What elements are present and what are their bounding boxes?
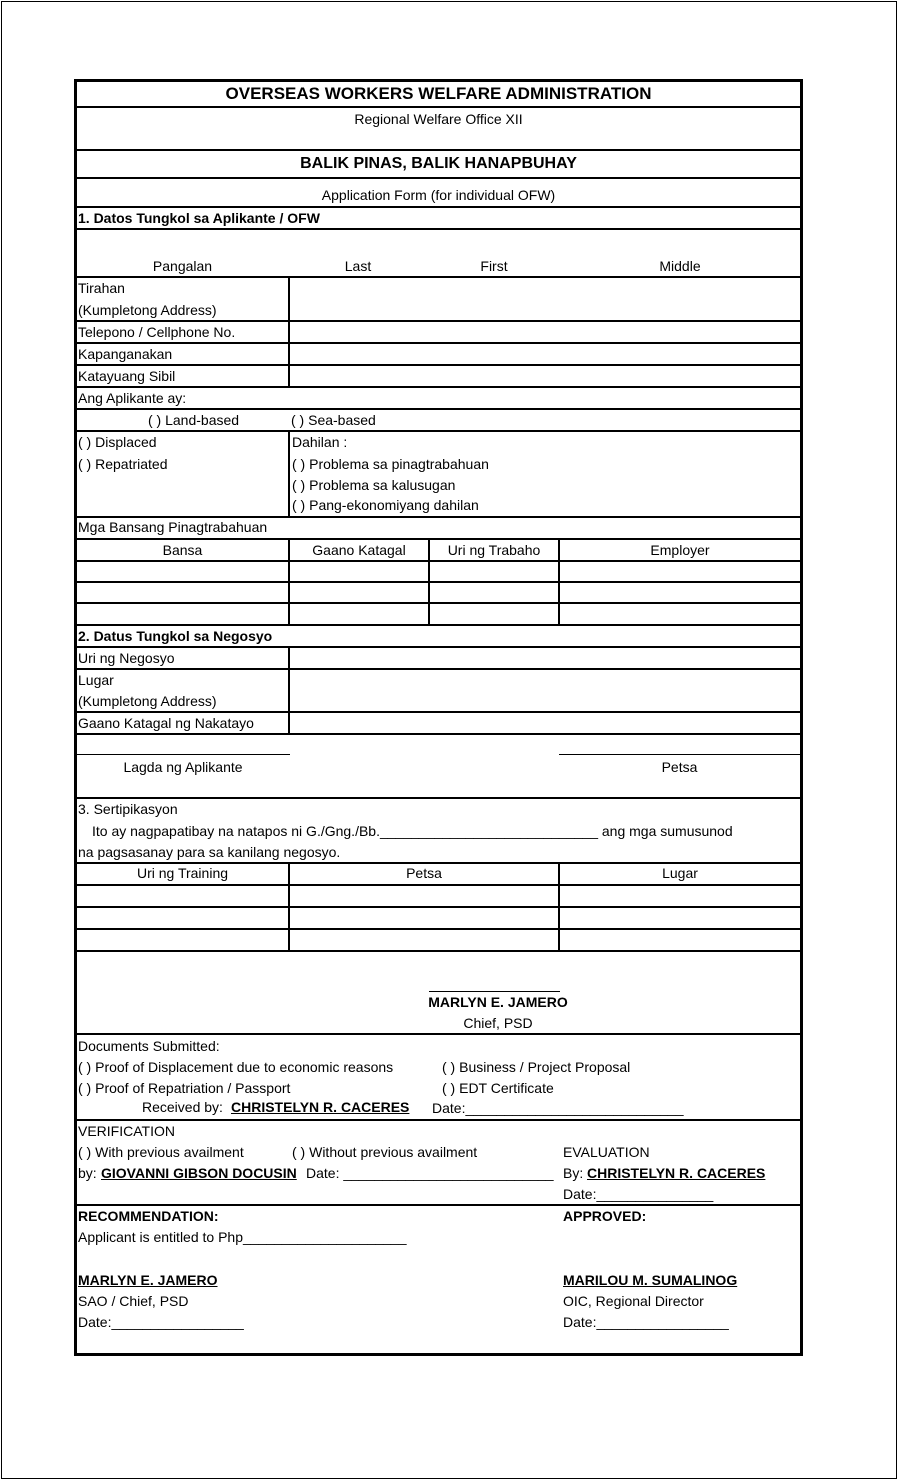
business-type-label: Uri ng Negosyo: [78, 650, 175, 666]
repatriated-option[interactable]: ( ) Repatriated: [78, 456, 168, 472]
row-divider: [74, 430, 803, 432]
row-divider: [74, 906, 803, 908]
row-divider: [74, 386, 803, 388]
applicant-type-label: Ang Aplikante ay:: [78, 390, 187, 406]
col-training-date: Petsa: [406, 865, 442, 881]
row-divider: [74, 560, 803, 562]
row-divider: [74, 711, 803, 713]
reason-economic-option[interactable]: ( ) Pang-ekonomiyang dahilan: [292, 497, 479, 513]
row-divider: [74, 733, 803, 735]
evaluated-by-label: By:: [563, 1165, 584, 1181]
chief-signature-line: [429, 991, 560, 992]
section3-title: 3. Sertipikasyon: [78, 801, 178, 817]
section1-title: 1. Datos Tungkol sa Aplikante / OFW: [78, 210, 320, 226]
recommender-title: SAO / Chief, PSD: [78, 1293, 189, 1309]
approved-title: APPROVED:: [563, 1208, 647, 1224]
row-divider: [74, 342, 803, 344]
column-divider: [288, 646, 290, 733]
column-divider: [288, 430, 290, 516]
column-divider: [288, 276, 290, 388]
doc-edt-option[interactable]: ( ) EDT Certificate: [442, 1080, 554, 1096]
row-divider: [74, 408, 803, 410]
section2-title: 2. Datus Tungkol sa Negosyo: [78, 628, 273, 644]
row-divider: [74, 228, 803, 230]
row-divider: [74, 276, 803, 278]
name-first-label: First: [480, 258, 508, 274]
received-by-label: Received by:: [142, 1099, 223, 1115]
location-label: Lugar: [78, 672, 114, 688]
displaced-option[interactable]: ( ) Displaced: [78, 434, 157, 450]
doc-repatriation-option[interactable]: ( ) Proof of Repatriation / Passport: [78, 1080, 291, 1096]
address-label: Tirahan: [78, 280, 125, 296]
row-divider: [74, 668, 803, 670]
row-divider: [74, 950, 803, 952]
chief-name: MARLYN E. JAMERO: [428, 994, 568, 1010]
sea-based-option[interactable]: ( ) Sea-based: [291, 412, 376, 428]
row-divider: [74, 364, 803, 366]
recommendation-title: RECOMMENDATION:: [78, 1208, 219, 1224]
row-divider: [74, 602, 803, 604]
row-divider: [74, 538, 803, 540]
col-training: Uri ng Training: [136, 865, 229, 881]
verified-by-label: by:: [78, 1165, 97, 1181]
col-duration: Gaano Katagal: [312, 542, 406, 558]
doc-proposal-option[interactable]: ( ) Business / Project Proposal: [442, 1059, 631, 1075]
org-title: OVERSEAS WORKERS WELFARE ADMINISTRATION: [225, 84, 652, 103]
col-country: Bansa: [162, 542, 203, 558]
office-name: Regional Welfare Office XII: [354, 111, 523, 127]
row-divider: [74, 581, 803, 583]
row-divider: [74, 320, 803, 322]
row-divider: [74, 624, 803, 626]
evaluation-date: Date:_______________: [563, 1186, 714, 1202]
row-divider: [74, 106, 803, 108]
applicant-signature-line: [76, 754, 290, 755]
recommender-name: MARLYN E. JAMERO: [78, 1272, 218, 1288]
row-divider: [74, 646, 803, 648]
applicant-date-label: Petsa: [661, 759, 698, 775]
row-divider: [74, 177, 803, 179]
form-type: Application Form (for individual OFW): [321, 187, 556, 203]
name-label: Pangalan: [152, 258, 213, 274]
date-signature-line: [559, 754, 800, 755]
verified-by-name: GIOVANNI GIBSON DOCUSIN: [101, 1165, 297, 1181]
row-divider: [74, 1119, 803, 1121]
reason-work-option[interactable]: ( ) Problema sa pinagtrabahuan: [292, 456, 489, 472]
name-last-label: Last: [344, 258, 372, 274]
row-divider: [74, 149, 803, 151]
birth-label: Kapanganakan: [78, 346, 173, 362]
received-by-name: CHRISTELYN R. CACERES: [231, 1099, 410, 1115]
reason-health-option[interactable]: ( ) Problema sa kalusugan: [292, 477, 456, 493]
row-divider: [74, 1204, 803, 1206]
without-previous-option[interactable]: ( ) Without previous availment: [292, 1144, 478, 1160]
with-previous-option[interactable]: ( ) With previous availment: [78, 1144, 244, 1160]
row-divider: [74, 797, 803, 799]
evaluation-title: EVALUATION: [563, 1144, 650, 1160]
row-divider: [74, 1033, 803, 1035]
row-divider: [74, 884, 803, 886]
col-training-place: Lugar: [662, 865, 698, 881]
applicant-signature-label: Lagda ng Aplikante: [123, 759, 243, 775]
received-date: Date:____________________________: [432, 1100, 684, 1116]
entitled-amount: Applicant is entitled to Php_____________________: [78, 1229, 407, 1245]
documents-title: Documents Submitted:: [78, 1038, 220, 1054]
name-middle-label: Middle: [659, 258, 701, 274]
approver-date: Date:_________________: [563, 1314, 729, 1330]
location-sublabel: (Kumpletong Address): [78, 693, 217, 709]
countries-label: Mga Bansang Pinagtrabahuan: [78, 519, 268, 535]
verification-date: Date: ___________________________: [306, 1165, 554, 1181]
evaluated-by-name: CHRISTELYN R. CACERES: [587, 1165, 766, 1181]
certification-text-cont: na pagsasanay para sa kanilang negosyo.: [78, 844, 341, 860]
col-work-type: Uri ng Trabaho: [447, 542, 541, 558]
row-divider: [74, 928, 803, 930]
business-duration-label: Gaano Katagal ng Nakatayo: [78, 715, 254, 731]
recommender-date: Date:_________________: [78, 1314, 244, 1330]
verification-title: VERIFICATION: [78, 1123, 175, 1139]
reason-label: Dahilan :: [292, 434, 348, 450]
approver-name: MARILOU M. SUMALINOG: [563, 1272, 738, 1288]
address-sublabel: (Kumpletong Address): [78, 302, 217, 318]
program-title: BALIK PINAS, BALIK HANAPBUHAY: [300, 155, 577, 172]
phone-label: Telepono / Cellphone No.: [78, 324, 236, 340]
land-based-option[interactable]: ( ) Land-based: [148, 412, 240, 428]
certification-text: Ito ay nagpapatibay na natapos ni G./Gng./Bb.____________________________ ang mga sumusunod: [92, 823, 733, 839]
chief-title: Chief, PSD: [463, 1015, 533, 1031]
row-divider: [74, 206, 803, 208]
approver-title: OIC, Regional Director: [563, 1293, 704, 1309]
doc-displacement-option[interactable]: ( ) Proof of Displacement due to economic reasons: [78, 1059, 394, 1075]
civil-status-label: Katayuang Sibil: [78, 368, 176, 384]
col-employer: Employer: [650, 542, 710, 558]
